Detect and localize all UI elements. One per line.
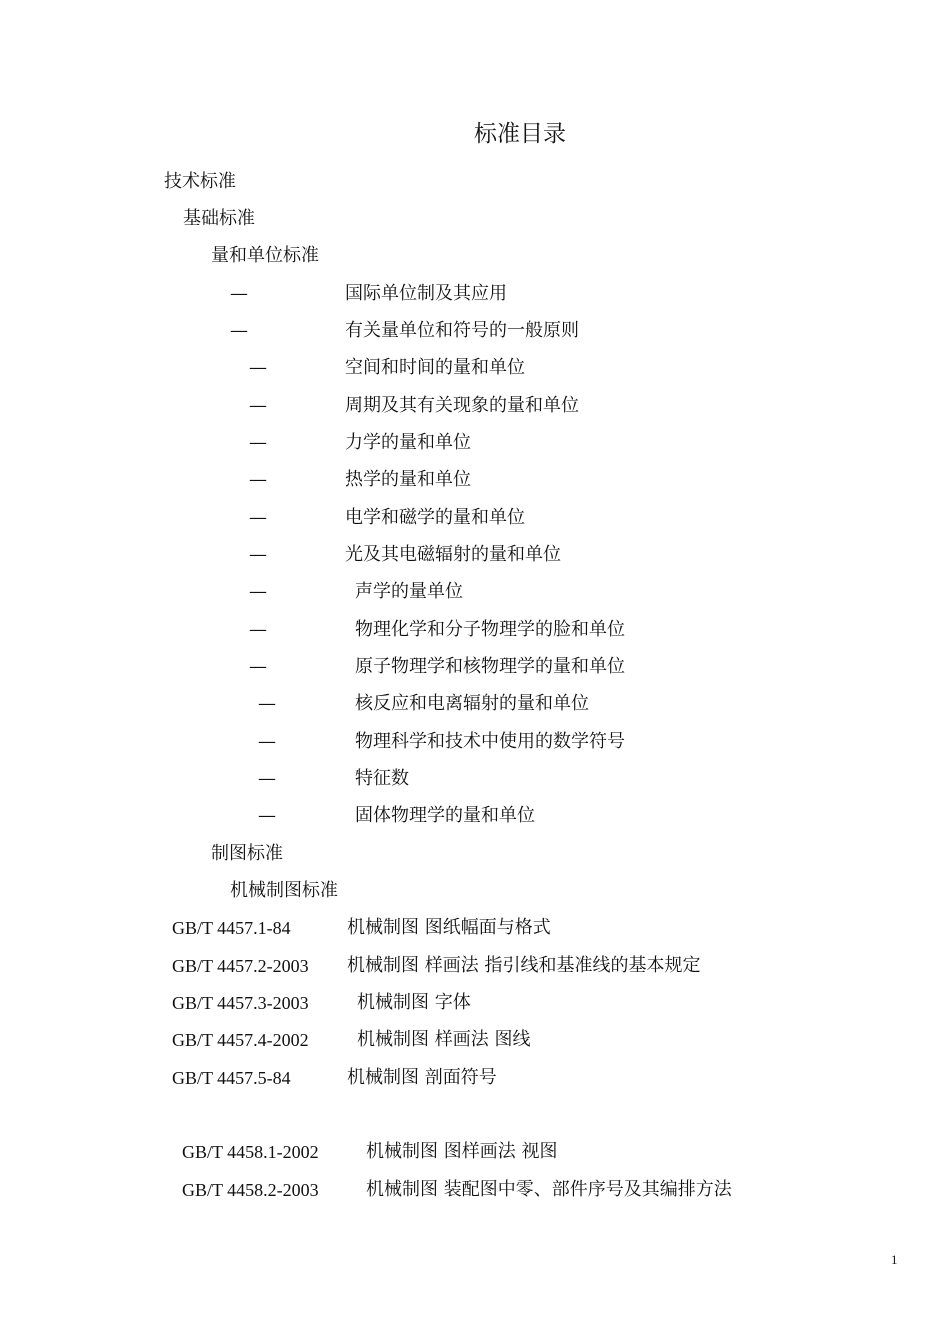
list-item-text: 电学和磁学的量和单位 — [345, 507, 525, 528]
list-item-dash: — — [249, 432, 267, 453]
list-item-dash: — — [249, 656, 267, 677]
list-item-dash: — — [249, 544, 267, 565]
list-item-text: 物理科学和技术中使用的数学符号 — [355, 731, 625, 752]
standard-title: 机械制图 装配图中零、部件序号及其编排方法 — [366, 1179, 732, 1200]
list-item-dash: — — [258, 805, 276, 826]
list-item-dash: — — [249, 469, 267, 490]
heading-basic-standards: 基础标准 — [183, 208, 255, 229]
standard-code: GB/T 4457.3-2003 — [172, 993, 309, 1013]
heading-technical-standards: 技术标准 — [164, 171, 236, 192]
list-item-text: 核反应和电离辐射的量和单位 — [355, 693, 589, 714]
list-item-dash: — — [249, 507, 267, 528]
standard-title: 机械制图 图样画法 视图 — [366, 1141, 558, 1162]
standard-title: 机械制图 图纸幅面与格式 — [347, 917, 551, 938]
list-item-text: 空间和时间的量和单位 — [345, 357, 525, 378]
standard-title: 机械制图 字体 — [357, 992, 471, 1013]
list-item-text: 热学的量和单位 — [345, 469, 471, 490]
standard-title: 机械制图 样画法 指引线和基准线的基本规定 — [347, 955, 701, 976]
list-item-dash: — — [249, 395, 267, 416]
list-item-dash: — — [258, 693, 276, 714]
list-item-text: 声学的量单位 — [355, 581, 463, 602]
standard-code: GB/T 4457.2-2003 — [172, 956, 309, 976]
list-item-dash: — — [230, 320, 248, 341]
heading-quantity-unit-standards: 量和单位标准 — [211, 245, 319, 266]
list-item-text: 国际单位制及其应用 — [345, 283, 507, 304]
standard-code: GB/T 4458.1-2002 — [182, 1142, 319, 1162]
list-item-text: 光及其电磁辐射的量和单位 — [345, 544, 561, 565]
heading-drawing-standards: 制图标准 — [211, 843, 283, 864]
page-title: 标准目录 — [474, 121, 566, 147]
list-item-text: 有关量单位和符号的一般原则 — [345, 320, 579, 341]
standard-code: GB/T 4458.2-2003 — [182, 1180, 319, 1200]
page-number: 1 — [891, 1252, 898, 1267]
list-item-dash: — — [230, 283, 248, 304]
list-item-text: 周期及其有关现象的量和单位 — [345, 395, 579, 416]
list-item-dash: — — [258, 731, 276, 752]
list-item-text: 原子物理学和核物理学的量和单位 — [355, 656, 625, 677]
heading-mechanical-drawing-standards: 机械制图标准 — [230, 880, 338, 901]
standard-title: 机械制图 样画法 图线 — [357, 1029, 531, 1050]
list-item-text: 固体物理学的量和单位 — [355, 805, 535, 826]
standard-title: 机械制图 剖面符号 — [347, 1067, 497, 1088]
standard-code: GB/T 4457.4-2002 — [172, 1030, 309, 1050]
list-item-dash: — — [249, 581, 267, 602]
standard-code: GB/T 4457.5-84 — [172, 1068, 291, 1088]
list-item-dash: — — [249, 619, 267, 640]
list-item-text: 物理化学和分子物理学的脸和单位 — [355, 619, 625, 640]
standard-code: GB/T 4457.1-84 — [172, 918, 291, 938]
list-item-dash: — — [258, 768, 276, 789]
list-item-text: 力学的量和单位 — [345, 432, 471, 453]
list-item-text: 特征数 — [355, 768, 409, 789]
list-item-dash: — — [249, 357, 267, 378]
